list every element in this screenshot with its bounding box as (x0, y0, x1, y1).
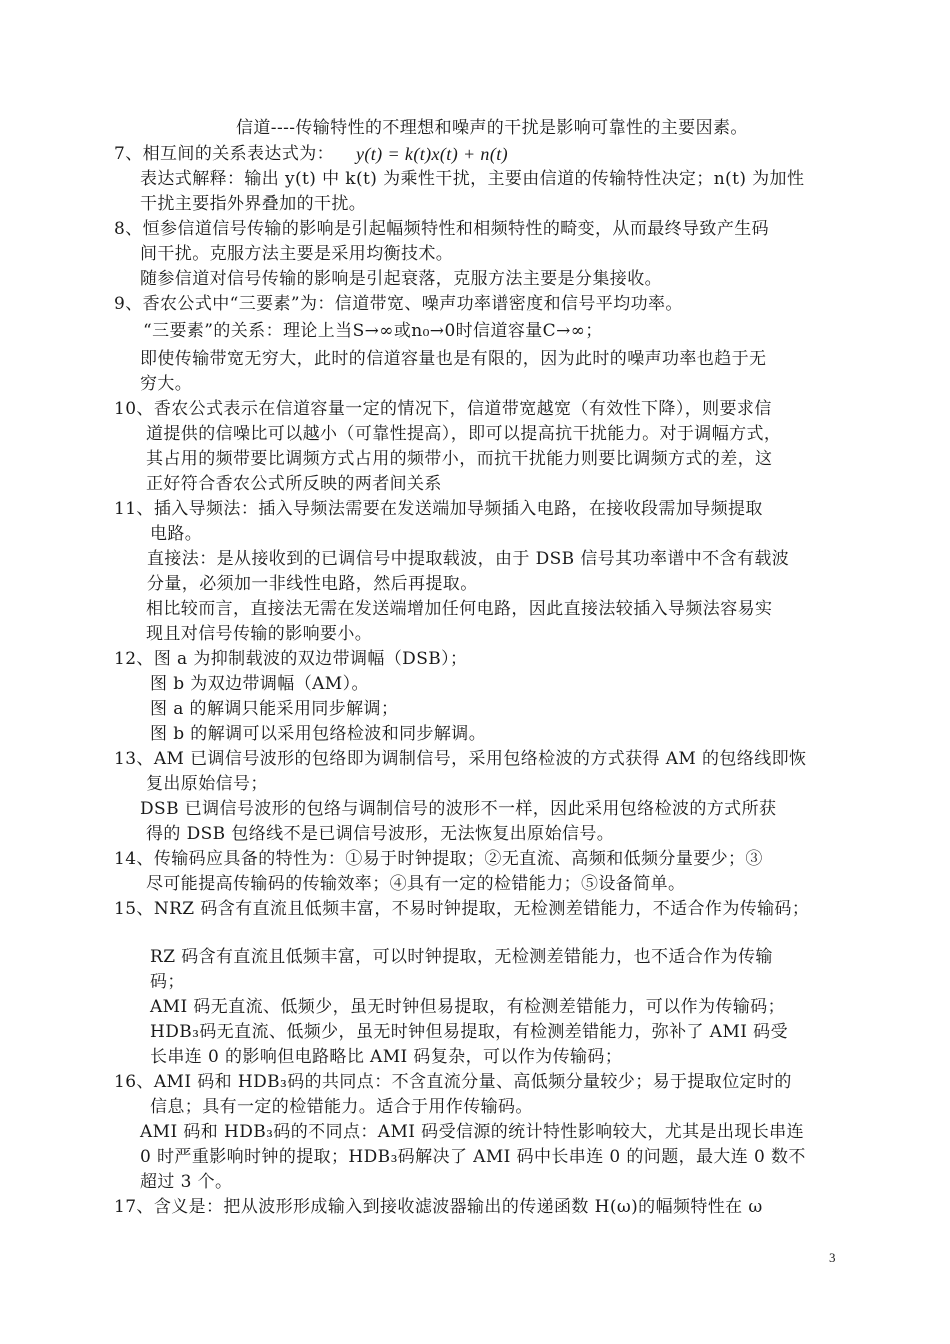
text-line: “三要素”的关系：理论上当S→∞或n₀→0时信道容量C→∞； (143, 321, 603, 341)
text-line: 15、NRZ 码含有直流且低频丰富，不易时钟提取，无检测差错能力，不适合作为传输码； (114, 899, 810, 919)
text-line: 其占用的频带要比调频方式占用的频带小，而抗干扰能力则要比调频方式的差，这 (146, 449, 773, 469)
text-line: 信道----传输特性的不理想和噪声的干扰是影响可靠性的主要因素。 (236, 118, 748, 138)
page-number: 3 (829, 1250, 836, 1265)
text-line: 10、香农公式表示在信道容量一定的情况下，信道带宽越宽（有效性下降），则要求信 (114, 399, 772, 419)
text-line: 16、AMI 码和 HDB₃码的共同点：不含直流分量、高低频分量较少；易于提取位定时的 (114, 1072, 792, 1092)
text-line: 码； (150, 972, 185, 992)
text-line: 7、相互间的关系表达式为： (114, 144, 335, 164)
text-line: 长串连 0 的影响但电路略比 AMI 码复杂，可以作为传输码； (150, 1047, 623, 1067)
text-line: HDB₃码无直流、低频少，虽无时钟但易提取，有检测差错能力，弥补了 AMI 码受 (150, 1022, 788, 1042)
text-line: DSB 已调信号波形的包络与调制信号的波形不一样，因此采用包络检波的方式所获 (140, 799, 777, 819)
text-line: 间干扰。克服方法主要是采用均衡技术。 (140, 244, 454, 264)
text-line: 信息；具有一定的检错能力。适合于用作传输码。 (150, 1097, 533, 1117)
text-line: 图 a 的解调只能采用同步解调； (150, 699, 399, 719)
text-line: 8、恒参信道信号传输的影响是引起幅频特性和相频特性的畸变，从而最终导致产生码 (114, 219, 770, 239)
text-line: 图 b 为双边带调幅（AM）。 (150, 674, 369, 694)
text-line: 穷大。 (140, 374, 193, 394)
text-line: 图 b 的解调可以采用包络检波和同步解调。 (150, 724, 487, 744)
text-line: AMI 码和 HDB₃码的不同点：AMI 码受信源的统计特性影响较大，尤其是出现长串连 (140, 1122, 804, 1142)
text-line: 干扰主要指外界叠加的干扰。 (140, 194, 367, 214)
text-line: 尽可能提高传输码的传输效率；④具有一定的检错能力；⑤设备简单。 (146, 874, 686, 894)
text-line: RZ 码含有直流且低频丰富，可以时钟提取，无检测差错能力，也不适合作为传输 (150, 947, 773, 967)
text-line: 表达式解释：输出 y(t) 中 k(t) 为乘性干扰，主要由信道的传输特性决定；n(t) 为加性 (140, 169, 805, 189)
text-line: 复出原始信号； (146, 774, 268, 794)
text-line: 13、AM 已调信号波形的包络即为调制信号，采用包络检波的方式获得 AM 的包络线即恢 (114, 749, 807, 769)
formula-7: y(t) = k(t)x(t) + n(t) (356, 144, 509, 164)
text-line: 随参信道对信号传输的影响是引起衰落，克服方法主要是分集接收。 (140, 269, 662, 289)
text-line: 分量，必须加一非线性电路，然后再提取。 (147, 574, 478, 594)
text-line: 现且对信号传输的影响要小。 (146, 624, 373, 644)
text-line: 道提供的信噪比可以越小（可靠性提高），即可以提高抗干扰能力。对于调幅方式， (146, 424, 782, 444)
text-line: 得的 DSB 包络线不是已调信号波形，无法恢复出原始信号。 (146, 824, 615, 844)
text-line: 12、图 a 为抑制载波的双边带调幅（DSB）； (114, 649, 468, 669)
text-line: 9、香农公式中“三要素”为：信道带宽、噪声功率谱密度和信号平均功率。 (114, 294, 683, 314)
text-line: 电路。 (150, 524, 203, 544)
text-line: 相比较而言，直接法无需在发送端增加任何电路，因此直接法较插入导频法容易实 (146, 599, 773, 619)
text-line: 0 时严重影响时钟的提取；HDB₃码解决了 AMI 码中长串连 0 的问题，最大连 0 数不 (140, 1147, 806, 1167)
text-line: 14、传输码应具备的特性为：①易于时钟提取；②无直流、高频和低频分量要少；③ (114, 849, 763, 869)
text-line: 17、含义是：把从波形形成输入到接收滤波器输出的传递函数 H(ω)的幅频特性在 ω (114, 1197, 763, 1217)
text-line: 正好符合香农公式所反映的两者间关系 (146, 474, 442, 494)
text-line: 直接法：是从接收到的已调信号中提取载波，由于 DSB 信号其功率谱中不含有载波 (147, 549, 790, 569)
text-line: 11、插入导频法：插入导频法需要在发送端加导频插入电路，在接收段需加导频提取 (114, 499, 763, 519)
text-line: 即使传输带宽无穷大，此时的信道容量也是有限的，因为此时的噪声功率也趋于无 (140, 349, 767, 369)
text-line: 超过 3 个。 (140, 1172, 233, 1192)
text-line: AMI 码无直流、低频少，虽无时钟但易提取，有检测差错能力，可以作为传输码； (150, 997, 786, 1017)
